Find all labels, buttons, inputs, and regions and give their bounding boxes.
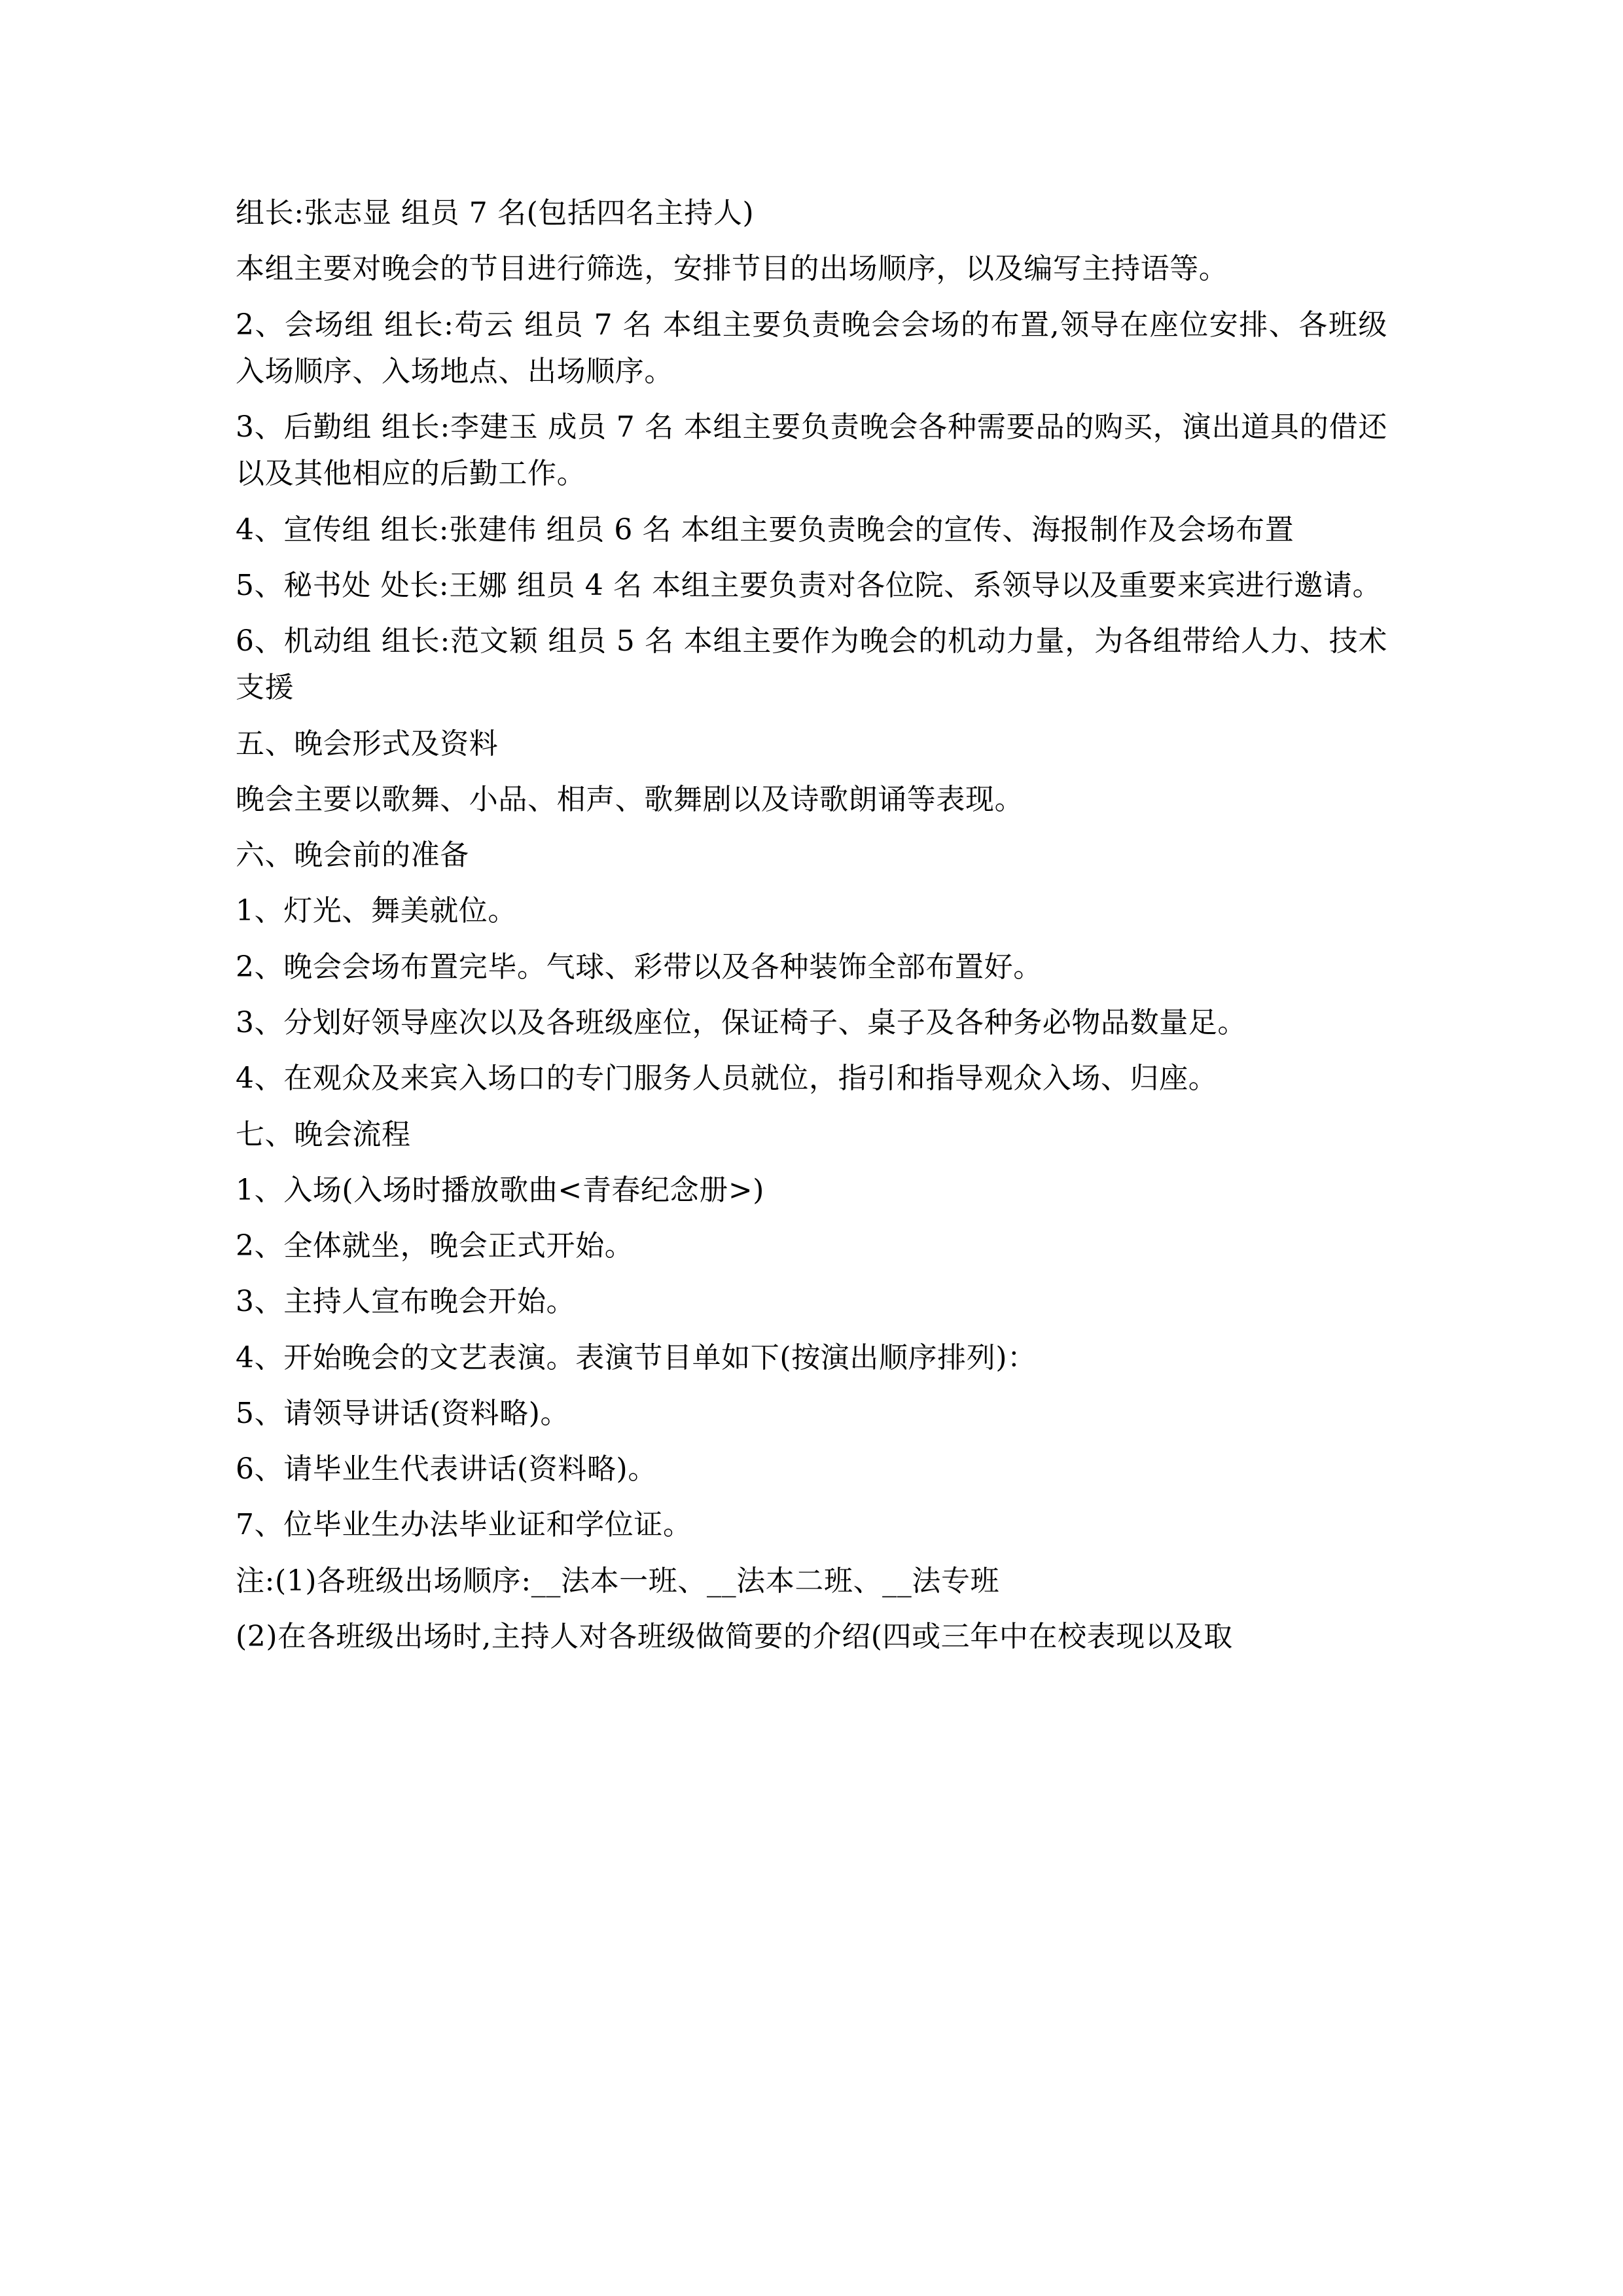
note-paragraph: 注:(1)各班级出场顺序:__法本一班、__法本二班、__法专班: [236, 1564, 1000, 1598]
document-body: [236, 190, 1387, 1660]
paragraph: 本组主要对晚会的节目进行筛选，安排节目的出场顺序，以及编写主持语等。: [236, 252, 1228, 286]
paragraph: 2、晚会会场布置完毕。气球、彩带以及各种装饰全部布置好。: [236, 950, 1043, 984]
paragraph: 晚会主要以歌舞、小品、相声、歌舞剧以及诗歌朗诵等表现。: [236, 782, 1024, 816]
paragraph: 2、全体就坐，晚会正式开始。: [236, 1229, 634, 1263]
paragraph: 1、入场(入场时播放歌曲<青春纪念册>): [236, 1173, 765, 1207]
paragraph: 4、开始晚会的文艺表演。表演节目单如下(按演出顺序排列)：: [236, 1340, 1037, 1374]
section-heading: 七、晚会流程: [236, 1117, 411, 1151]
paragraph: 4、在观众及来宾入场口的专门服务人员就位，指引和指导观众入场、归座。: [236, 1062, 1218, 1096]
paragraph: 5、请领导讲话(资料略)。: [236, 1396, 570, 1430]
section-heading: 六、晚会前的准备: [236, 838, 469, 872]
paragraph: 组长:张志显 组员 7 名(包括四名主持人): [236, 196, 755, 230]
paragraph: 3、后勤组 组长:李建玉 成员 7 名 本组主要负责晚会各种需要品的购买，演出道具的借还以及其他相应的后勤工作。: [236, 410, 1387, 491]
paragraph: 2、会场组 组长:苟云 组员 7 名 本组主要负责晚会会场的布置,领导在座位安排、各班级入场顺序、入场地点、出场顺序。: [236, 308, 1387, 388]
paragraph: 3、分划好领导座次以及各班级座位，保证椅子、桌子及各种务必物品数量足。: [236, 1005, 1247, 1039]
paragraph: 6、机动组 组长:范文颖 组员 5 名 本组主要作为晚会的机动力量，为各组带给人力、技术支援: [236, 624, 1387, 705]
paragraph: 7、位毕业生办法毕业证和学位证。: [236, 1508, 692, 1542]
section-heading: 五、晚会形式及资料: [236, 726, 499, 761]
paragraph: 3、主持人宣布晚会开始。: [236, 1285, 576, 1319]
paragraph: 6、请毕业生代表讲话(资料略)。: [236, 1452, 657, 1486]
paragraph: 4、宣传组 组长:张建伟 组员 6 名 本组主要负责晚会的宣传、海报制作及会场布置: [236, 512, 1294, 547]
note-paragraph: (2)在各班级出场时,主持人对各班级做简要的介绍(四或三年中在校表现以及取: [236, 1619, 1233, 1653]
paragraph: 1、灯光、舞美就位。: [236, 894, 517, 928]
paragraph: 5、秘书处 处长:王娜 组员 4 名 本组主要负责对各位院、系领导以及重要来宾进行邀请。: [236, 568, 1382, 602]
